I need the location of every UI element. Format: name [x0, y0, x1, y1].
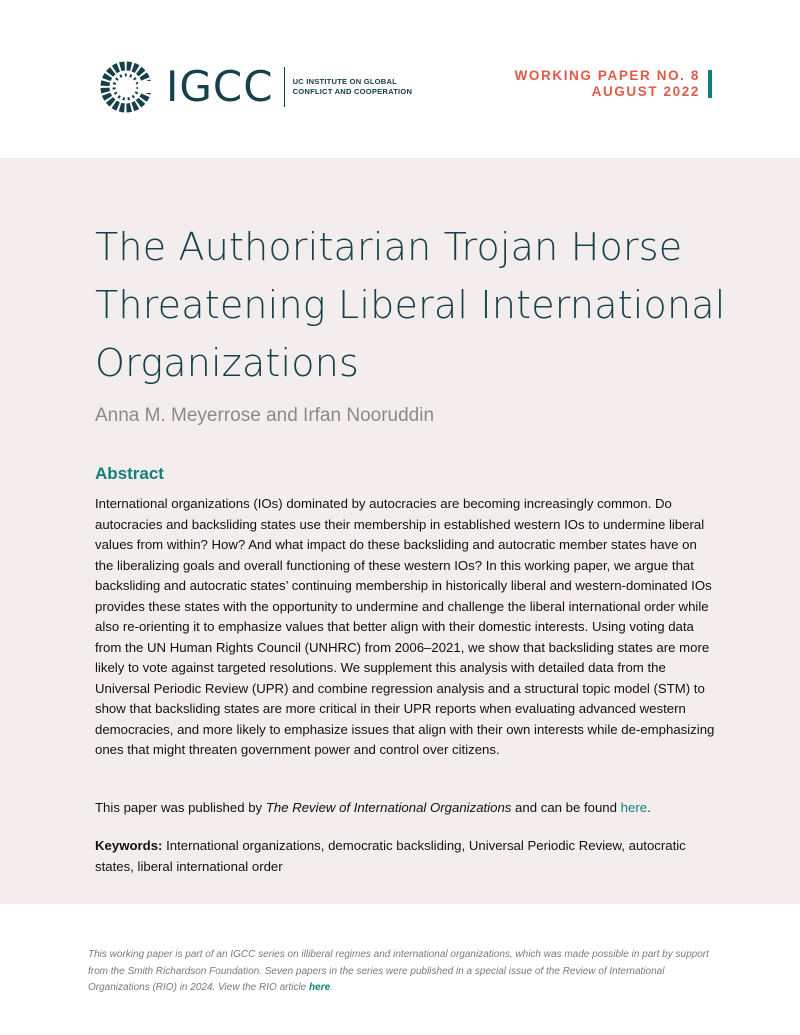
footer-note	[88, 947, 718, 997]
authors: Anna M. Meyerrose and Irfan Nooruddin	[95, 405, 435, 426]
abstract-body: International organizations (IOs) dominated by autocracies are becoming increasingly common. Do autocracies and backsliding states use their membership in established western IOs to undermine liberal values from within? How? And what impact do these backsliding and autocratic member states have on the liberalizing goals and overall functioning of these western IOs? In this working paper, we argue that backsliding and autocratic states’ continuing membership in historically liberal and western-dominated IOs provides these states with the opportunity to undermine and challenge the liberal international order while also re-orienting it to emphasize values that better align with their domestic interests. Using voting data from the UN Human Rights Council (UNHRC) from 2006–2021, we show that backsliding states are more likely to vote against targeted resolutions. We supplement this analysis with detailed data from the Universal Periodic Review (UPR) and combine regression analysis and a structural topic model (STM) to show that backsliding states are more critical in their UPR reports when evaluating advanced western democracies, and more likely to emphasize issues that align with their own interests while de-emphasizing ones that might threaten government power and control over citizens.	[95, 496, 715, 757]
footer-link[interactable]: here	[309, 982, 331, 993]
publication-suffix: .	[647, 800, 651, 815]
publication-prefix: This paper was published by	[95, 800, 266, 815]
publication-middle: and can be found	[511, 800, 621, 815]
footer-suffix: .	[330, 982, 333, 993]
keywords-label: Keywords:	[95, 838, 163, 853]
page-title: The Authoritarian Trojan Horse Threatening Liberal International Organizations	[95, 225, 726, 385]
logo-divider	[284, 67, 285, 107]
journal-name: The Review of International Organizations	[265, 800, 512, 815]
logo-subtitle-line2: CONFLICT AND COOPERATION	[292, 87, 413, 96]
publication-link[interactable]: here	[620, 800, 648, 815]
page-header	[0, 0, 800, 158]
working-paper-number: WORKING PAPER NO. 8	[514, 68, 700, 83]
keywords	[95, 836, 715, 877]
igcc-logo-icon	[94, 55, 158, 119]
footer-note-text: This working paper is part of an IGCC series on illiberal regimes and international organizations, which was made possible in part by support from the Smith Richardson Foundation. Seven papers in the series were published in a special issue of the Review of International Organizations (RIO) in 2024. View the RIO article	[88, 949, 709, 993]
publication-note	[95, 798, 715, 818]
accent-bar	[708, 70, 712, 98]
working-paper-info	[515, 68, 700, 100]
logo-wordmark: IGCC	[166, 62, 274, 111]
logo-subtitle-line1: UC INSTITUTE ON GLOBAL	[292, 77, 397, 86]
working-paper-date: AUGUST 2022	[591, 84, 700, 99]
keywords-text: International organizations, democratic backsliding, Universal Periodic Review, autocratic states, liberal international order	[95, 838, 686, 874]
abstract-heading: Abstract	[95, 464, 164, 483]
logo-subtitle	[293, 77, 413, 97]
igcc-logo[interactable]	[94, 55, 412, 119]
